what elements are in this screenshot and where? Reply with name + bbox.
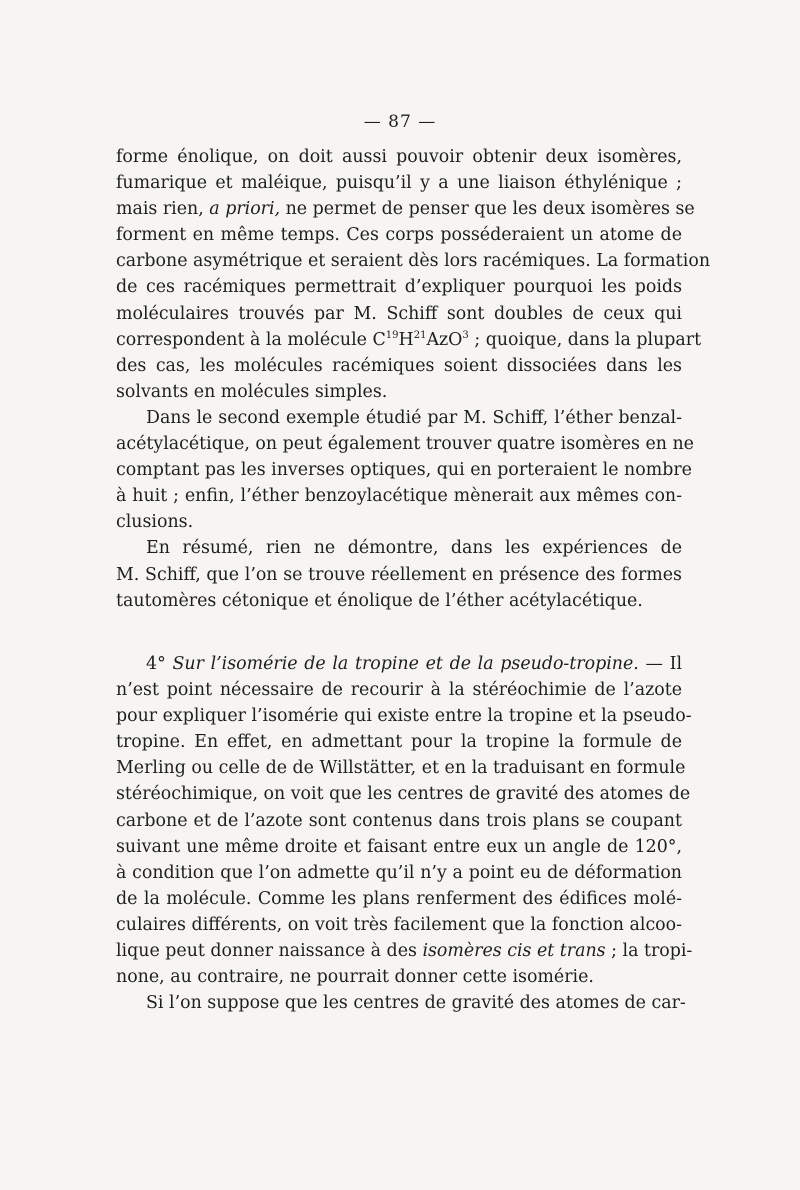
text-line: M. Schiff, que l’on se trouve réellement en présence des formes [116,564,682,585]
text-line: suivant une même droite et faisant entre eux un angle de 120°, [116,836,682,857]
text-line: lique peut donner naissance à des isomères cis et trans ; la tropi- [116,941,693,962]
text-line: fumarique et maléique, puisqu’il y a une liaison éthylénique ; [116,173,682,194]
paragraph [116,535,682,613]
text-line: n’est point nécessaire de recourir à la stéréochimie de l’azote [116,680,682,701]
text-block-upper [116,144,711,614]
section-title: Sur l’isomérie de la tropine et de la pseudo-tropine. [172,654,639,674]
text-line: carbone et de l’azote sont contenus dans trois plans se coupant [116,810,682,831]
section-heading-line: 4° Sur l’isomérie de la tropine et de la pseudo-tropine. — Il [146,654,683,674]
text-line: forment en même temps. Ces corps posséderaient un atome de [116,225,682,246]
text-line: tropine. En effet, en admettant pour la tropine la formule de [116,732,682,753]
text-block-lower [116,651,693,1016]
text-line: mais rien, a priori, ne permet de penser que les deux isomères se [116,199,695,220]
text-line: Dans le second exemple étudié par M. Schiff, l’éther benzal- [146,407,682,428]
italic-text: isomères cis et trans [422,941,606,962]
text-line: stéréochimique, on voit que les centres de gravité des atomes de [116,784,691,805]
text-line: de la molécule. Comme les plans renferment des édifices molé- [116,888,682,909]
text-line: clusions. [116,512,194,533]
text-line: de ces racémiques permettrait d’expliquer pourquoi les poids [116,277,682,298]
text-line: à huit ; enfin, l’éther benzoylacétique mènerait aux mêmes con- [116,486,682,507]
paragraph [116,990,686,1016]
text-line: carbone asymétrique et seraient dès lors racémiques. La formation [116,251,711,272]
text-line: pour expliquer l’isomérie qui existe entre la tropine et la pseudo- [116,706,692,727]
paragraph [116,144,711,405]
italic-text: a priori, [209,199,281,220]
text-line: à condition que l’on admette qu’il n’y a point eu de déformation [116,862,682,883]
superscript: 3 [462,329,469,341]
text-line: solvants en molécules simples. [116,381,388,402]
superscript: 21 [413,329,427,341]
paragraph [116,651,693,990]
superscript: 19 [385,329,399,341]
text-line: forme énolique, on doit aussi pouvoir obtenir deux isomères, [116,147,682,167]
text-line: acétylacétique, on peut également trouver quatre isomères en ne [116,434,694,455]
text-line: comptant pas les inverses optiques, qui en porteraient le nombre [116,460,692,481]
text-line: moléculaires trouvés par M. Schiff sont doubles de ceux qui [116,303,682,324]
page-number: — 87 — [363,112,437,132]
text-line: Si l’on suppose que les centres de gravité des atomes de car- [146,993,686,1014]
text-line: culaires différents, on voit très facilement que la fonction alcoo- [116,914,682,935]
text-line: correspondent à la molécule $C^{19}H^{21}AzO^3$ ; quoique, dans la plupart [116,329,702,350]
text-line: En résumé, rien ne démontre, dans les expériences de [146,538,682,559]
paragraph [116,405,694,535]
text-line: Merling ou celle de de Willstätter, et en la traduisant en formule [116,758,686,779]
section-number: 4° [146,654,166,674]
text-line: tautomères cétonique et énolique de l’éther acétylacétique. [116,590,643,611]
text-line: des cas, les molécules racémiques soient dissociées dans les [116,355,682,376]
text-line: none, au contraire, ne pourrait donner cette isomérie. [116,967,594,988]
